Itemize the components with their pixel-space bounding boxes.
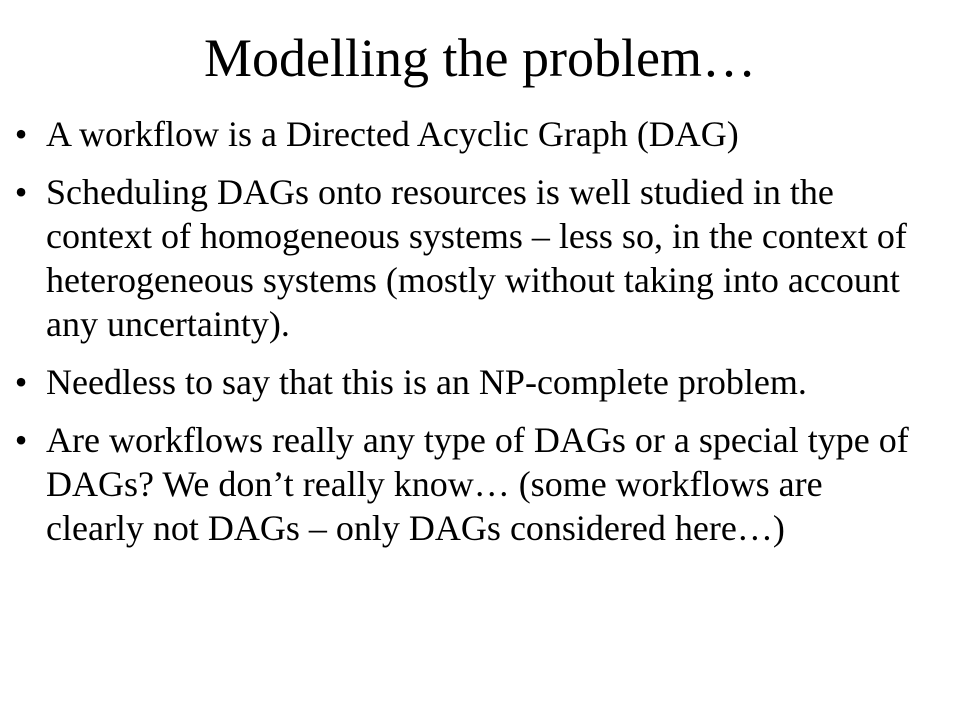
bullet-text: A workflow is a Directed Acyclic Graph (DAG) xyxy=(46,114,739,154)
bullet-list xyxy=(0,112,960,564)
bullet-marker: • xyxy=(14,114,28,154)
bullet-item xyxy=(0,418,926,550)
bullet-marker: • xyxy=(14,420,28,460)
bullet-item xyxy=(0,112,926,156)
slide-title: Modelling the problem… xyxy=(204,28,756,88)
bullet-marker: • xyxy=(14,172,28,212)
bullet-marker: • xyxy=(14,362,28,402)
bullet-text: Needless to say that this is an NP-complete problem. xyxy=(46,362,807,402)
bullet-text: Are workflows really any type of DAGs or a special type of DAGs? We don’t really know… (some workflows are clearly not DAGs – only DAGs considered here…) xyxy=(46,420,909,548)
bullet-text: Scheduling DAGs onto resources is well studied in the context of homogeneous systems – less so, in the context of heterogeneous systems (mostly without taking into account any uncertainty). xyxy=(46,172,907,344)
bullet-item xyxy=(0,360,926,404)
bullet-item xyxy=(0,170,926,346)
